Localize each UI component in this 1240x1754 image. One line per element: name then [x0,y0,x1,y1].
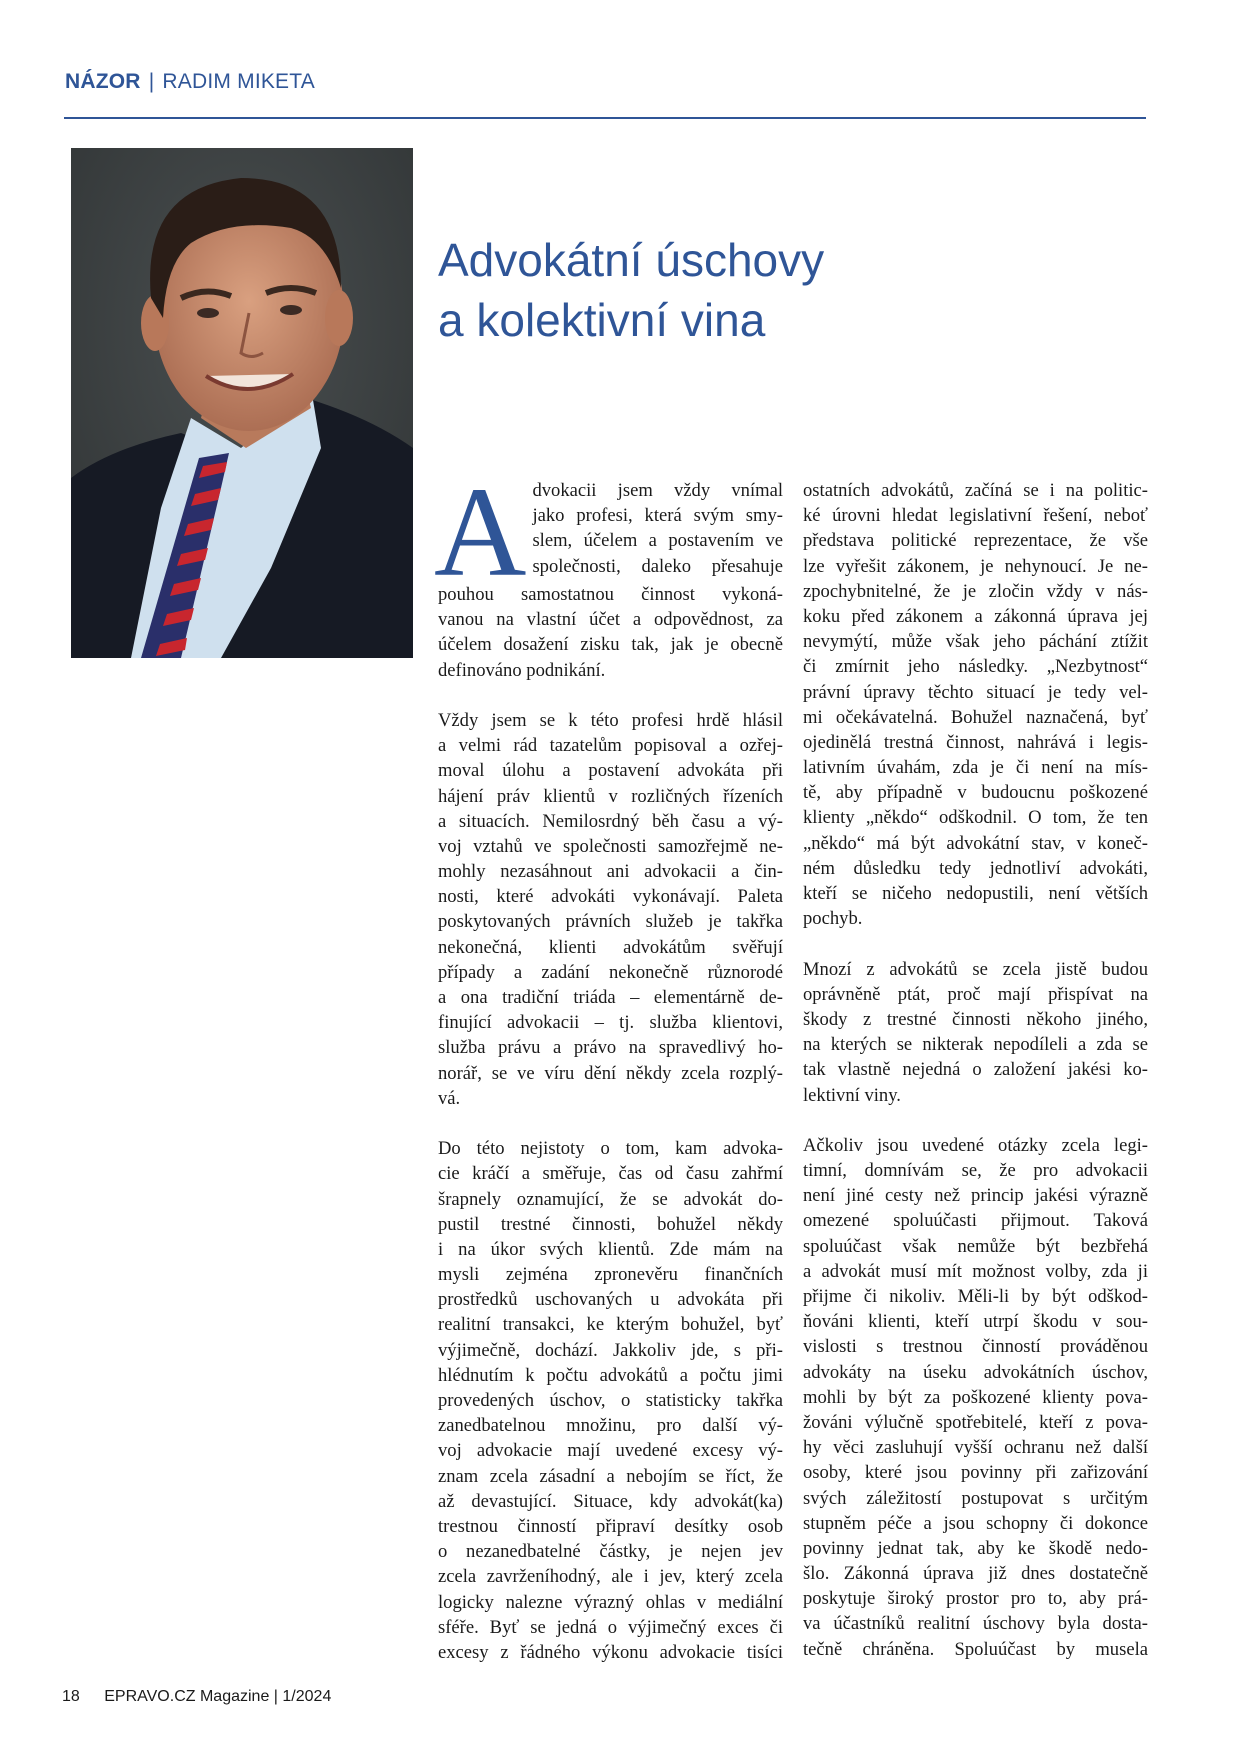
text-line: Ačkoliv jsou uvedené otázky zcela legi- [803,1134,1148,1156]
page-footer [62,1688,331,1706]
author-name: RADIM MIKETA [162,70,315,93]
page-number: 18 [62,1688,80,1705]
author-photo [71,148,413,658]
text-line: spoluúčast však nemůže být bezbřehá [803,1235,1148,1257]
title-line-1: Advokátní úschovy [438,234,825,286]
header-separator: | [148,70,155,93]
text-line: ostatních advokátů, začíná se i na politic- [803,480,1148,501]
text-line: lze vyřešit zákonem, je nehynoucí. Je ne- [803,555,1148,577]
text-line: není jiné cesty než princip jakési výrazně [803,1185,1148,1207]
text-line: mi očekávatelná. Bohužel naznačená, byť [803,706,1148,728]
text-line: až devastující. Situace, kdy advokát(ka) [438,1490,783,1512]
paragraph [438,708,783,1111]
text-line: provedených úschov, o statisticky takřka [438,1390,783,1411]
text-line: stupněm péče a jsou schopny či dokonce [803,1512,1148,1534]
text-line: mohli by být za poškozené klienty pova- [803,1386,1148,1408]
text-line: znam zcela zásadní a nebojím se říct, že [438,1465,783,1487]
text-line: a advokát musí mít možnost volby, zda ji [803,1260,1148,1282]
text-line: tě, aby případně v budoucnu poškozené [803,782,1148,804]
text-line: excesy z řádného výkonu advokacie tisíci [438,1641,783,1663]
text-line: prostředků uschovaných u advokáta při [438,1289,783,1311]
text-line: koku před zákonem a zákonná úprava jej [803,605,1148,627]
paragraph [434,461,783,683]
text-line: oprávněně ptát, proč mají přispívat na [803,983,1148,1005]
text-line: finující advokacii – tj. služba klientovi, [438,1012,783,1034]
paragraph [438,1136,783,1665]
text-line: a velmi rád tazatelům popisoval a ozřej- [438,735,783,757]
text-line: žováni výlučně spotřebitelé, kteří z pova- [803,1411,1148,1433]
article-column-left [434,461,783,1690]
text-line: poskytovaných právních služeb je takřka [438,911,783,933]
text-line: lativním úvahám, zda je či není na mís- [803,757,1148,779]
text-line: moval úlohu a postavení advokáta při [438,760,783,782]
text-line: va účastníků realitní úschovy byla dosta- [803,1613,1148,1635]
text-line: vanou na vlastní účet a odpovědnost, za [438,609,783,631]
text-line: i na úkor svých klientů. Zde mám na [438,1238,783,1260]
text-line: výjimečně, dochází. Jakkoliv jde, s při- [438,1339,783,1361]
paragraph [803,1133,1148,1662]
text-line: šlo. Zákonná úprava již dnes dostatečně [803,1563,1148,1585]
footer-separator: | [273,1688,278,1705]
text-line: povinny jednat tak, aby ke škodě nedo- [803,1537,1148,1559]
portrait-illustration [71,148,413,658]
drop-cap: A [434,461,527,603]
text-line: hlédnutím k počtu advokátů a počtu jimi [438,1364,783,1386]
text-line: hy věci zasluhují vyšší ochranu než další [803,1437,1148,1459]
paragraph [803,478,1148,931]
text-line: zcela zavrženíhodný, ale i jev, který zcela [438,1566,783,1588]
article-title [438,230,824,350]
text-line: definováno podnikání. [438,659,606,681]
text-line: a situacích. Nemilosrdný běh času a vý- [438,810,783,832]
text-line: tečně chráněna. Spoluúčast by musela [803,1638,1148,1660]
text-line: voj advokacie mají uvedené excesy vý- [438,1440,783,1462]
text-line: advokáty na úseku advokátních úschov, [803,1361,1148,1383]
text-line: dvokacii jsem vždy vnímal [532,480,783,501]
text-line: tak vlastně nejedná o založení jakési ko- [803,1059,1148,1081]
text-line: nevymýtí, může však jeho páchání ztížit [803,631,1148,653]
text-line: společnosti, daleko přesahuje [532,555,783,577]
text-line: nosti, které advokáti vykonávají. Paleta [438,886,783,908]
text-line: nekonečná, klienti advokátům svěřují [438,936,783,958]
text-line: právní úpravy těchto situací je tedy vel- [803,681,1148,703]
text-line: pochyb. [803,908,863,930]
text-line: zpochybnitelné, že je zločin vždy v nás- [803,580,1148,602]
issue-number: 1/2024 [282,1688,332,1705]
text-line: šrapnely oznamující, že se advokát do- [438,1188,783,1210]
text-line: či zmírnit jeho následky. „Nezbytnost“ [803,656,1148,678]
text-line: sféře. Byť se jedná o výjimečný exces či [438,1616,783,1638]
text-line: Vždy jsem se k této profesi hrdě hlásil [438,709,783,731]
text-line: přijme či nikoliv. Měli-li by být odškod- [803,1286,1148,1307]
text-line: hájení práv klientů v rozličných řízeních [438,785,783,807]
text-line: mysli zejména zpronevěru finančních [438,1264,783,1286]
title-line-2: a kolektivní vina [438,294,766,346]
text-line: a ona tradiční triáda – elementárně de- [438,987,783,1008]
text-line: případy a zadání nekonečně různorodé [438,961,783,983]
text-line: omezené spoluúčasti přijmout. Taková [803,1210,1148,1232]
text-line: logicky nalezne výrazný ohlas v mediální [438,1591,783,1613]
text-line: pouhou samostatnou činnost vykoná- [438,584,783,605]
text-line: cie kráčí a směřuje, čas od času zahřmí [438,1163,783,1185]
text-line: slem, účelem a postavením ve [532,530,783,552]
text-line: kteří se ničeho nedopustili, není větších [803,883,1148,904]
text-line: Do této nejistoty o tom, kam advoka- [438,1138,783,1160]
text-line: služba právu a právo na spravedlivý ho- [438,1037,783,1059]
text-line: vislosti s trestnou činností prováděnou [803,1336,1148,1358]
text-line: představa politické reprezentace, že vše [803,530,1148,552]
text-line: realitní transakci, ke kterým bohužel, byť [438,1314,783,1336]
text-line: lektivní viny. [803,1084,901,1106]
text-line: ném důsledku tedy jednotliví advokáti, [803,857,1148,879]
text-line: Mnozí z advokátů se zcela jistě budou [803,958,1148,980]
text-line: osoby, které jsou povinny při zařizování [803,1462,1148,1484]
text-line: ké úrovni hledat legislativní řešení, neboť [803,505,1148,527]
text-line: vá. [438,1087,461,1109]
text-line: poskytuje široký prostor pro to, aby prá- [803,1588,1148,1610]
text-line: na kterých se nikterak nepodíleli a zda se [803,1034,1148,1056]
text-line: škody z trestné činnosti někoho jiného, [803,1008,1148,1030]
paragraph [803,957,1148,1108]
header-rule [64,117,1146,119]
text-line: o nezanedbatelné částky, je nejen jev [438,1541,783,1563]
text-line: „někdo“ má být advokátní stav, v koneč- [803,832,1148,854]
section-label: NÁZOR [65,70,141,93]
text-line: voj vztahů ve společnosti samozřejmě ne- [438,835,783,857]
text-line: zanedbatelnou množinu, pro další vý- [438,1415,783,1437]
text-line: účelem dosažení zisku tak, jak je obecně [438,634,783,656]
section-header [65,70,315,94]
text-line: norář, se ve víru dění někdy zcela rozplý- [438,1062,783,1084]
text-line: klienty „někdo“ odškodnil. O tom, že ten [803,807,1148,829]
text-line: ňováni klienti, kteří utrpí škodu v sou- [803,1311,1148,1333]
text-line: svých záležitostí postupovat s určitým [803,1487,1148,1509]
text-line: trestnou činností připraví desítky osob [438,1515,783,1537]
text-line: pustil trestné činnosti, bohužel někdy [438,1213,783,1235]
text-line: timní, domnívám se, že pro advokacii [803,1160,1148,1182]
publication-name: EPRAVO.CZ Magazine [104,1688,270,1705]
article-column-right [803,478,1148,1687]
text-line: jako profesi, která svým smy- [532,505,783,527]
text-line: mohly nezasáhnout ani advokacii a čin- [438,861,783,883]
text-line: ojedinělá trestná činnost, nahrává i legis- [803,731,1148,753]
